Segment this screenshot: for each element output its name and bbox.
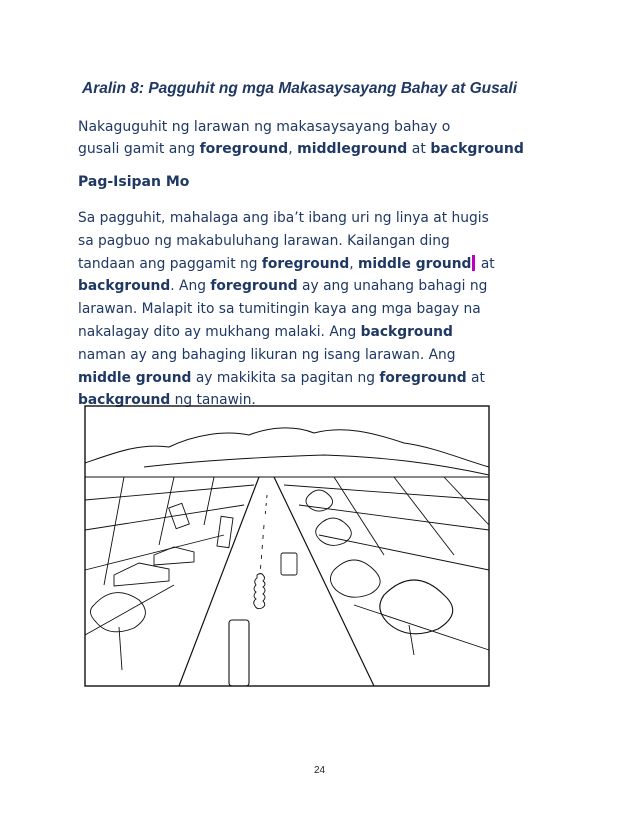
paragraph-line: middle ground ay makikita sa pagitan ng foreground at <box>78 369 485 386</box>
page-number: 24 <box>313 765 326 776</box>
text-cursor <box>472 255 475 271</box>
term-foreground: foreground <box>199 141 289 157</box>
body-paragraph <box>78 207 548 412</box>
objective-line-2: gusali gamit ang foreground, middleground at background <box>78 141 524 157</box>
term-background: background <box>430 141 524 157</box>
paragraph-line: background. Ang foreground ay ang unahang bahagi ng <box>78 278 488 295</box>
illustration-drawing <box>85 406 489 686</box>
term-middleground: middleground <box>297 141 408 157</box>
objective-line-1: Nakaguguhit ng larawan ng makasaysayang bahay o <box>78 119 451 135</box>
landscape-illustration <box>84 405 490 687</box>
paragraph-line: larawan. Malapit ito sa tumitingin kaya ang mga bagay na <box>78 301 481 318</box>
paragraph-line: tandaan ang paggamit ng foreground, middle ground at <box>78 255 495 272</box>
paragraph-line: nakalagay dito ay mukhang malaki. Ang background <box>78 323 453 340</box>
paragraph-line: sa pagbuo ng makabuluhang larawan. Kailangan ding <box>78 232 450 249</box>
paragraph-line: Sa pagguhit, mahalaga ang iba’t ibang uri ng linya at hugis <box>78 210 489 226</box>
lesson-title: Aralin 8: Pagguhit ng mga Makasaysayang Bahay at Gusali <box>82 80 517 97</box>
paragraph-line: background ng tanawin. <box>78 392 256 409</box>
paragraph-line: naman ay ang bahaging likuran ng isang larawan. Ang <box>78 346 456 363</box>
lesson-objective <box>78 116 548 160</box>
section-title: Pag-Isipan Mo <box>78 174 190 190</box>
